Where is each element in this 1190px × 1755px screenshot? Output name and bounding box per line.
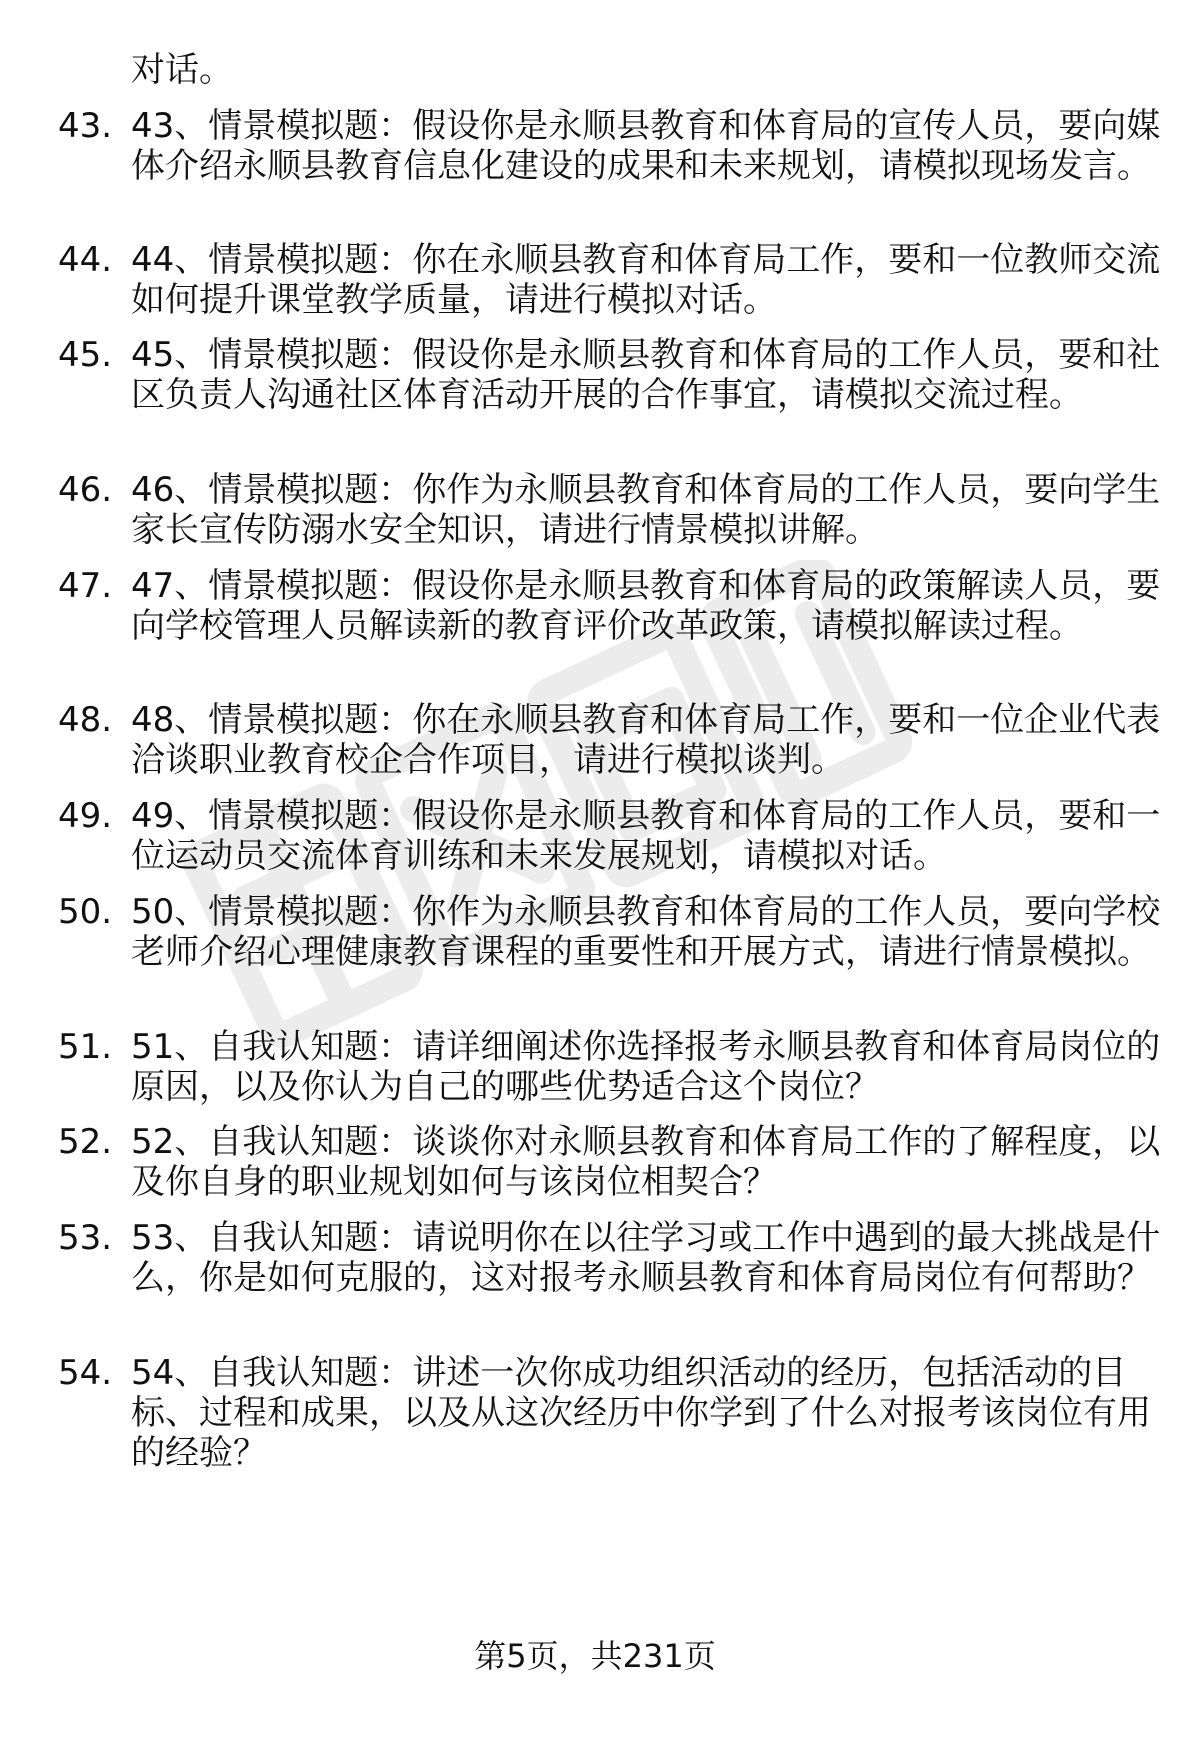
item-number: 49. bbox=[58, 796, 113, 836]
item-text: 46、情景模拟题：你作为永顺县教育和体育局的工作人员，要向学生家长宣传防溺水安全知识，请进行情景模拟讲解。 bbox=[131, 470, 1161, 550]
item-text: 49、情景模拟题：假设你是永顺县教育和体育局的工作人员，要和一位运动员交流体育训练和未来发展规划，请模拟对话。 bbox=[131, 796, 1161, 876]
item-text: 44、情景模拟题：你在永顺县教育和体育局工作，要和一位教师交流如何提升课堂教学质量，请进行模拟对话。 bbox=[131, 240, 1161, 320]
item-number: 44. bbox=[58, 240, 113, 280]
continuation-text: 对话。 bbox=[131, 50, 233, 90]
item-number: 53. bbox=[58, 1218, 113, 1258]
item-text: 54、自我认知题：讲述一次你成功组织活动的经历，包括活动的目标、过程和成果，以及从这次经历中你学到了什么对报考该岗位有用的经验？ bbox=[131, 1353, 1151, 1473]
item-number: 47. bbox=[58, 566, 113, 606]
item-text: 53、自我认知题：请说明你在以往学习或工作中遇到的最大挑战是什么，你是如何克服的，这对报考永顺县教育和体育局岗位有何帮助？ bbox=[131, 1218, 1161, 1298]
page-footer: 第5页，共231页 bbox=[474, 1637, 716, 1675]
item-text: 50、情景模拟题：你作为永顺县教育和体育局的工作人员，要向学校老师介绍心理健康教育课程的重要性和开展方式，请进行情景模拟。 bbox=[131, 892, 1161, 972]
item-text: 45、情景模拟题：假设你是永顺县教育和体育局的工作人员，要和社区负责人沟通社区体育活动开展的合作事宜，请模拟交流过程。 bbox=[131, 335, 1161, 415]
item-text: 47、情景模拟题：假设你是永顺县教育和体育局的政策解读人员，要向学校管理人员解读新的教育评价改革政策，请模拟解读过程。 bbox=[131, 566, 1161, 646]
item-number: 45. bbox=[58, 335, 113, 375]
item-number: 48. bbox=[58, 700, 113, 740]
item-number: 46. bbox=[58, 470, 113, 510]
item-text: 51、自我认知题：请详细阐述你选择报考永顺县教育和体育局岗位的原因，以及你认为自己的哪些优势适合这个岗位？ bbox=[131, 1027, 1161, 1107]
item-text: 43、情景模拟题：假设你是永顺县教育和体育局的宣传人员，要向媒体介绍永顺县教育信息化建设的成果和未来规划，请模拟现场发言。 bbox=[131, 106, 1161, 186]
item-text: 48、情景模拟题：你在永顺县教育和体育局工作，要和一位企业代表洽谈职业教育校企合作项目，请进行模拟谈判。 bbox=[131, 700, 1161, 780]
item-number: 50. bbox=[58, 892, 113, 932]
item-number: 52. bbox=[58, 1122, 113, 1162]
item-number: 51. bbox=[58, 1027, 113, 1067]
item-text: 52、自我认知题：谈谈你对永顺县教育和体育局工作的了解程度，以及你自身的职业规划如何与该岗位相契合？ bbox=[131, 1122, 1161, 1202]
item-number: 43. bbox=[58, 106, 113, 146]
item-number: 54. bbox=[58, 1353, 113, 1393]
